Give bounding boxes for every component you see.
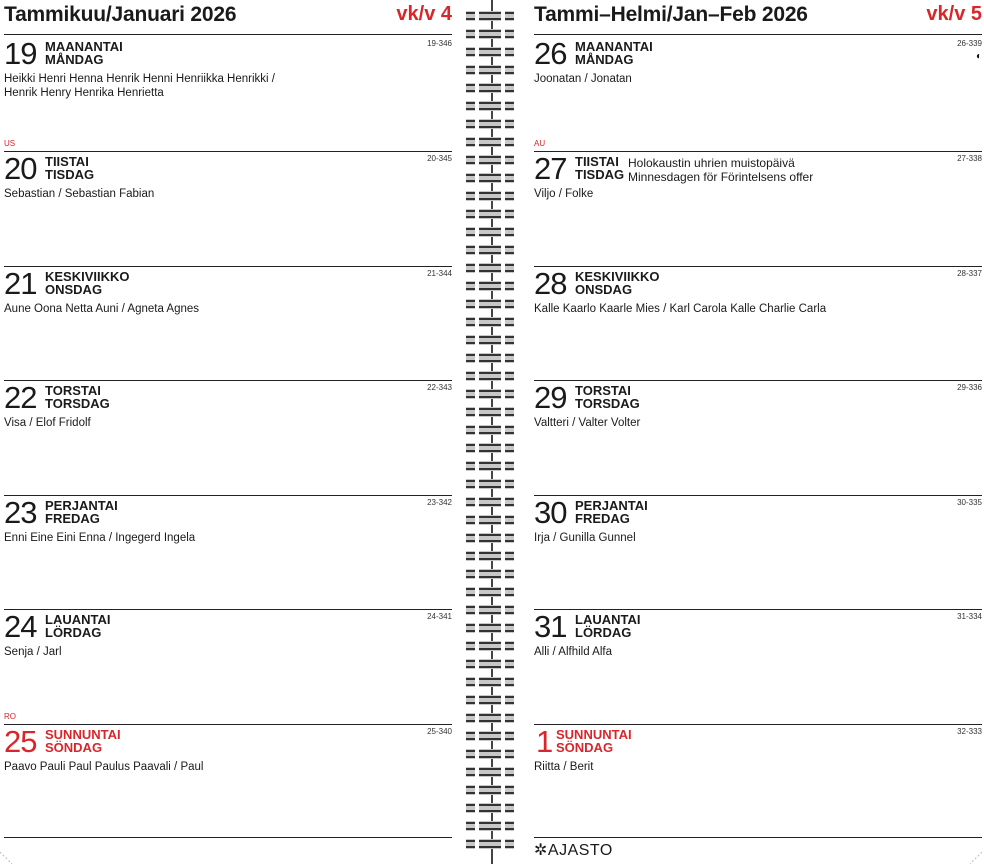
weekday-names: [45, 384, 110, 410]
weekday-names: [556, 728, 632, 754]
name-days: Viljo / Folke: [534, 188, 594, 200]
weekday-names: [575, 499, 648, 525]
weekday-fi: LAUANTAI: [45, 612, 111, 627]
day-entry[interactable]: [534, 266, 982, 380]
day-number: 22: [4, 380, 37, 415]
day-entry[interactable]: [4, 712, 452, 838]
day-divider: [4, 151, 452, 152]
day-number: 19: [4, 36, 37, 71]
weekday-fi: TIISTAI: [45, 154, 89, 169]
binding-ring: [464, 315, 516, 329]
day-of-year: 22-343: [427, 383, 452, 392]
binding-ring: [464, 801, 516, 815]
name-days: Joonatan / Jonatan: [534, 73, 632, 85]
day-number: 25: [4, 724, 37, 759]
day-of-year: 28-337: [957, 269, 982, 278]
weekday-sv: TORSDAG: [575, 396, 640, 411]
right-page: [534, 0, 982, 864]
binding-ring: [464, 783, 516, 797]
weekday-fi: KESKIVIIKKO: [45, 269, 130, 284]
binding-ring: [464, 243, 516, 257]
binding-ring: [464, 351, 516, 365]
name-days: Kalle Kaarlo Kaarle Mies / Karl Carola Kalle Charlie Carla: [534, 303, 827, 315]
brand-logo: [534, 840, 613, 860]
binding-ring: [464, 639, 516, 653]
weekday-fi: PERJANTAI: [45, 498, 118, 513]
weekday-sv: FREDAG: [575, 511, 630, 526]
binding-ring: [464, 549, 516, 563]
day-number: 20: [4, 151, 37, 186]
binding-ring: [464, 189, 516, 203]
day-number: 31: [534, 609, 567, 644]
day-of-year: 32-333: [957, 727, 982, 736]
day-of-year: 24-341: [427, 612, 452, 621]
day-entry[interactable]: [534, 724, 982, 838]
binding-ring: [464, 603, 516, 617]
weekday-fi: TIISTAI: [575, 154, 619, 169]
moon-phase-icon: ◐: [975, 51, 982, 62]
binding-ring: [464, 27, 516, 41]
name-days: Aune Oona Netta Auni / Agneta Agnes: [4, 303, 200, 315]
weekday-sv: SÖNDAG: [556, 740, 614, 755]
binding-ring: [464, 207, 516, 221]
day-entry[interactable]: [4, 380, 452, 494]
weekday-sv: LÖRDAG: [575, 625, 632, 640]
weekday-names: [45, 40, 123, 66]
day-number: 23: [4, 495, 37, 530]
day-number: 30: [534, 495, 567, 530]
bottom-divider: [4, 837, 452, 838]
day-of-year: 31-334: [957, 612, 982, 621]
weekday-fi: PERJANTAI: [575, 498, 648, 513]
binding-ring: [464, 387, 516, 401]
weekday-sv: TORSDAG: [45, 396, 110, 411]
day-number: 28: [534, 266, 567, 301]
weekday-names: [575, 613, 640, 639]
weekday-fi: SUNNUNTAI: [45, 727, 121, 742]
day-divider: [4, 724, 452, 725]
name-days: Irja / Gunilla Gunnel: [534, 532, 636, 544]
binding-ring: [464, 9, 516, 23]
binding-ring: [464, 747, 516, 761]
flag-day-marker: AU: [534, 139, 546, 148]
binding-ring: [464, 711, 516, 725]
binding-ring: [464, 531, 516, 545]
binding-ring: [464, 279, 516, 293]
day-entry[interactable]: [534, 609, 982, 723]
day-entry[interactable]: [4, 495, 452, 609]
binding-ring: [464, 567, 516, 581]
name-days: Visa / Elof Fridolf: [4, 417, 91, 429]
weekday-names: [45, 155, 94, 181]
right-page-header: [534, 0, 982, 35]
binding-ring: [464, 423, 516, 437]
day-divider: [4, 380, 452, 381]
binding-ring: [464, 513, 516, 527]
binding-ring: [464, 45, 516, 59]
binding-ring: [464, 63, 516, 77]
left-page: [4, 0, 452, 864]
day-entry[interactable]: [4, 609, 452, 723]
binding-ring: [464, 81, 516, 95]
day-of-year: 26-339: [957, 39, 982, 48]
name-days: Enni Eine Eini Enna / Ingegerd Ingela: [4, 532, 196, 544]
name-days: Heikki Henri Henna Henrik Henni Henriikka Henrikki / Henrik Henry Henrika Henrietta: [4, 73, 275, 99]
day-of-year: 27-338: [957, 154, 982, 163]
weekday-sv: MÅNDAG: [45, 52, 104, 67]
binding-ring: [464, 693, 516, 707]
day-divider: [534, 266, 982, 267]
week-number: vk/v 5: [926, 3, 982, 25]
month-title: Tammi–Helmi/Jan–Feb 2026: [534, 3, 808, 26]
weekday-sv: TISDAG: [45, 167, 95, 182]
weekday-fi: KESKIVIIKKO: [575, 269, 660, 284]
flag-day-marker: RO: [4, 712, 16, 721]
weekday-fi: SUNNUNTAI: [556, 727, 632, 742]
binding-ring: [464, 297, 516, 311]
binding-ring: [464, 153, 516, 167]
weekday-sv: ONSDAG: [575, 282, 633, 297]
brand-name: AJASTO: [547, 842, 613, 859]
day-divider: [534, 495, 982, 496]
weekday-fi: TORSTAI: [45, 383, 101, 398]
weekday-names: [575, 155, 624, 181]
holiday-note-sv: Minnesdagen för Förintelsens offer: [628, 169, 814, 184]
day-divider: [4, 495, 452, 496]
day-number: 21: [4, 266, 37, 301]
month-title: Tammikuu/Januari 2026: [4, 3, 237, 26]
day-of-year: 19-346: [427, 39, 452, 48]
weekday-names: [45, 728, 121, 754]
day-of-year: 23-342: [427, 498, 452, 507]
flag-day-marker: US: [4, 139, 16, 148]
day-divider: [534, 724, 982, 725]
holiday-note: [628, 157, 813, 184]
day-entry[interactable]: [4, 139, 452, 265]
day-number: 29: [534, 380, 567, 415]
binding-ring: [464, 621, 516, 635]
day-entry[interactable]: [4, 36, 452, 150]
binding-ring: [464, 675, 516, 689]
holiday-note-fi: Holokaustin uhrien muistopäivä: [628, 156, 795, 170]
name-days: Valtteri / Valter Volter: [534, 417, 641, 429]
day-entry[interactable]: [4, 266, 452, 380]
weekday-sv: TISDAG: [575, 167, 625, 182]
day-of-year: 21-344: [427, 269, 452, 278]
weekday-fi: TORSTAI: [575, 383, 631, 398]
binding-ring: [464, 441, 516, 455]
day-of-year: 30-335: [957, 498, 982, 507]
binding-ring: [464, 585, 516, 599]
binding-ring: [464, 819, 516, 833]
day-of-year: 20-345: [427, 154, 452, 163]
weekday-fi: MAANANTAI: [45, 39, 123, 54]
binding-ring: [464, 765, 516, 779]
weekday-fi: MAANANTAI: [575, 39, 653, 54]
binding-ring: [464, 405, 516, 419]
page-corner-icon: [966, 852, 982, 864]
day-divider: [534, 380, 982, 381]
binding-ring: [464, 459, 516, 473]
weekday-names: [575, 270, 660, 296]
day-number: 26: [534, 36, 567, 71]
binding-ring: [464, 99, 516, 113]
weekday-names: [575, 384, 640, 410]
sun-icon: ✲: [534, 842, 548, 859]
day-divider: [534, 151, 982, 152]
day-divider: [4, 266, 452, 267]
weekday-fi: LAUANTAI: [575, 612, 641, 627]
bottom-divider: [534, 837, 982, 838]
weekday-names: [45, 613, 110, 639]
weekday-sv: ONSDAG: [45, 282, 103, 297]
day-number: 27: [534, 151, 567, 186]
weekday-names: [45, 270, 130, 296]
name-days: Alli / Alfhild Alfa: [534, 646, 612, 658]
weekday-names: [45, 499, 118, 525]
day-divider: [4, 609, 452, 610]
binding-ring: [464, 225, 516, 239]
day-entry[interactable]: [534, 139, 982, 265]
weekday-sv: FREDAG: [45, 511, 100, 526]
day-number: 1: [536, 724, 553, 759]
binding-ring: [464, 333, 516, 347]
left-page-header: [4, 0, 452, 35]
weekday-sv: LÖRDAG: [45, 625, 102, 640]
name-days: Riitta / Berit: [534, 761, 594, 773]
binding-ring: [464, 729, 516, 743]
day-divider: [534, 609, 982, 610]
binding-ring: [464, 837, 516, 851]
day-entry[interactable]: [534, 36, 982, 150]
binding-ring: [464, 477, 516, 491]
weekday-sv: MÅNDAG: [575, 52, 634, 67]
binding-ring: [464, 171, 516, 185]
name-days: Paavo Pauli Paul Paulus Paavali / Paul: [4, 761, 204, 773]
binding-ring: [464, 261, 516, 275]
binding-ring: [464, 135, 516, 149]
week-number: vk/v 4: [396, 3, 452, 25]
page-corner-icon: [0, 852, 16, 864]
binding-ring: [464, 657, 516, 671]
binding-ring: [464, 495, 516, 509]
name-days: Sebastian / Sebastian Fabian: [4, 188, 155, 200]
day-of-year: 29-336: [957, 383, 982, 392]
day-entry[interactable]: [534, 495, 982, 609]
binding-ring: [464, 369, 516, 383]
day-number: 24: [4, 609, 37, 644]
weekday-sv: SÖNDAG: [45, 740, 103, 755]
binding-ring: [464, 117, 516, 131]
weekday-names: [575, 40, 653, 66]
name-days: Senja / Jarl: [4, 646, 62, 658]
day-of-year: 25-340: [427, 727, 452, 736]
day-entry[interactable]: [534, 380, 982, 494]
